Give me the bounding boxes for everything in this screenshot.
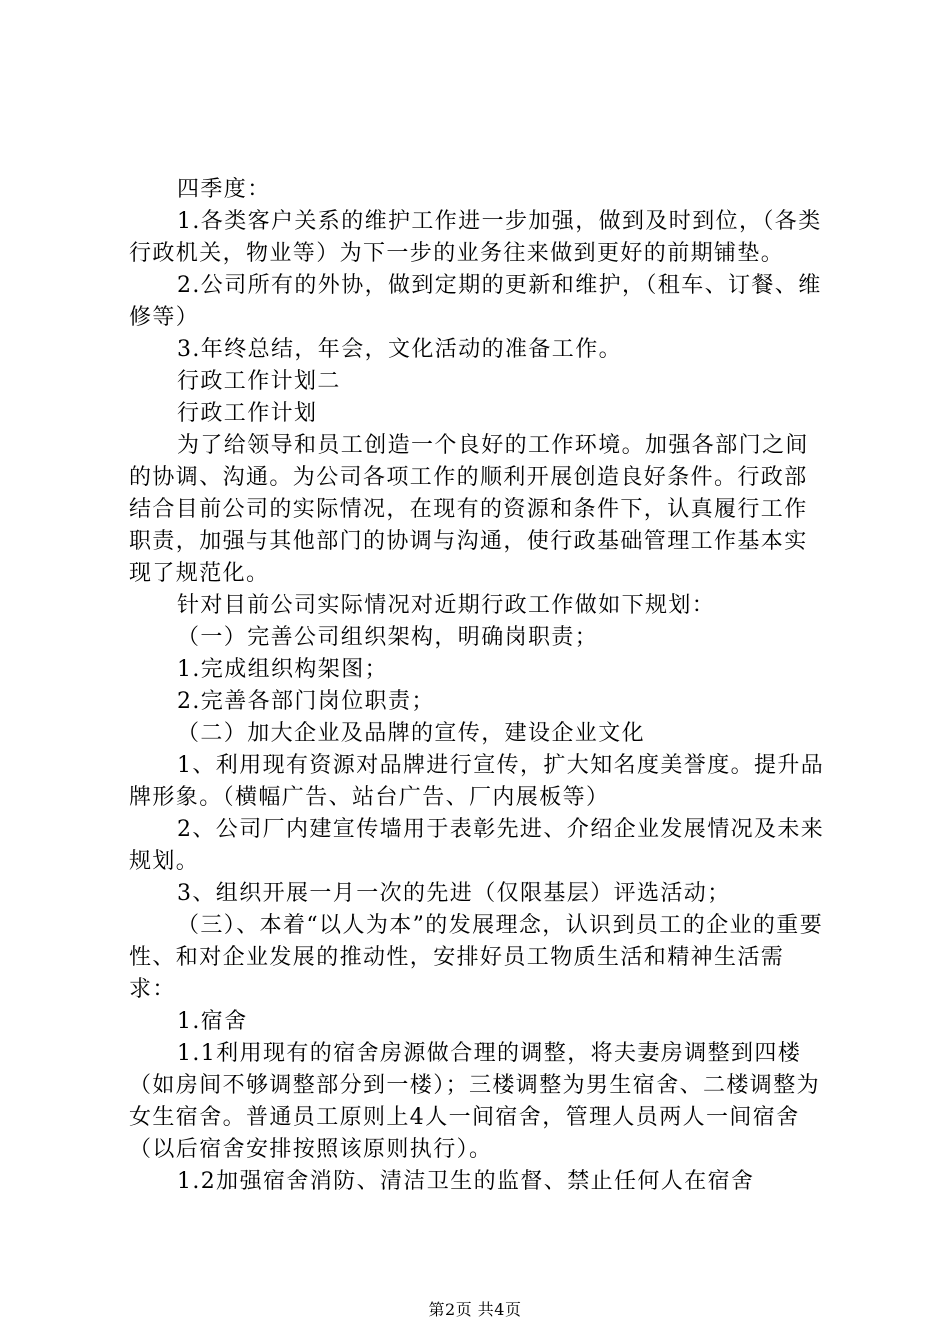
paragraph-item-dorm-1-1: 1.1利用现有的宿舍房源做合理的调整，将夫妻房调整到四楼（如房间不够调整部分到一楼）；三楼调整为男生宿舍、二楼调整为女生宿舍。普通员工原则上4人一间宿舍，管理人员两人一间宿舍（以后宿舍安排按照该原则执行）。 — [129, 1041, 821, 1162]
heading-section-one: （一）完善公司组织架构，明确岗职责； — [177, 625, 599, 650]
section-title-plan-two: 行政工作计划二 — [177, 369, 341, 394]
paragraph-intro: 为了给领导和员工创造一个良好的工作环境。加强各部门之间的协调、沟通。为公司各项工作的顺利开展创造良好条件。行政部结合目前公司的实际情况，在现有的资源和条件下，认真履行工作职责，加强与其他部门的协调与沟通，使行政基础管理工作基本实现了规范化。 — [129, 433, 809, 586]
paragraph-q4-item-2: 2.公司所有的外协，做到定期的更新和维护，（租车、订餐、维修等） — [129, 273, 822, 330]
heading-section-three: （三）、本着“以人为本”的发展理念，认识到员工的企业的重要性、和对企业发展的推动性，安排好员工物质生活和精神生活需求： — [129, 913, 824, 1002]
paragraph-item-dorm-1-2: 1.2加强宿舍消防、清洁卫生的监督、禁止任何人在宿舍 — [177, 1169, 755, 1194]
paragraph-item-org-chart: 1.完成组织构架图； — [177, 657, 388, 682]
paragraph-q4-item-3: 3.年终总结，年会，文化活动的准备工作。 — [177, 337, 622, 362]
document-body — [129, 174, 829, 1198]
paragraph-item-brand: 1、利用现有资源对品牌进行宣传，扩大知名度美誉度。提升品牌形象。（横幅广告、站台广告、厂内展板等） — [129, 753, 825, 810]
paragraph-q4-item-1: 1.各类客户关系的维护工作进一步加强，做到及时到位，（各类行政机关，物业等）为下一步的业务往来做到更好的前期铺垫。 — [129, 209, 822, 266]
paragraph-item-selection: 3、组织开展一月一次的先进（仅限基层）评选活动； — [177, 881, 731, 906]
paragraph-item-wall: 2、公司厂内建宣传墙用于表彰先进、介绍企业发展情况及未来规划。 — [129, 817, 825, 874]
paragraph-q4-heading: 四季度： — [177, 177, 271, 202]
heading-section-two: （二）加大企业及品牌的宣传，建设企业文化 — [177, 721, 646, 746]
paragraph-plan-lead: 针对目前公司实际情况对近期行政工作做如下规划： — [177, 593, 716, 618]
section-title-plan: 行政工作计划 — [177, 401, 318, 426]
page-footer: 第2页 共4页 — [428, 1300, 522, 1319]
paragraph-item-dormitory: 1.宿舍 — [177, 1009, 248, 1034]
paragraph-item-duties: 2.完善各部门岗位职责； — [177, 689, 435, 714]
